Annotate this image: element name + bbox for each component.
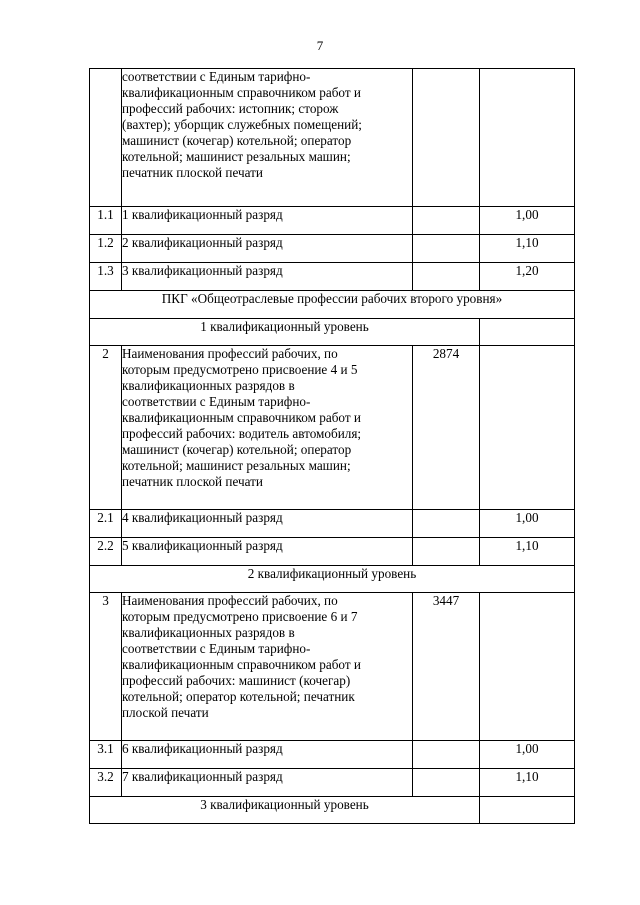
coefficient-cell [480, 319, 575, 346]
description-line: профессий рабочих: машинист (кочегар) [122, 673, 351, 688]
salary-cell [413, 207, 480, 235]
table-row [90, 566, 575, 593]
coefficient-cell: 1,00 [480, 207, 575, 235]
description-line: которым предусмотрено присвоение 6 и 7 [122, 609, 358, 624]
table-row [90, 291, 575, 319]
profession-description-cell [122, 69, 413, 207]
row-number-cell: 1.1 [90, 207, 122, 235]
salary-cell [413, 538, 480, 566]
description-line: квалификационным справочником работ и [122, 85, 361, 100]
description-line: печатник плоской печати [122, 165, 263, 180]
qualification-level-cell: 3 квалификационный уровень [90, 797, 480, 824]
description-line: машинист (кочегар) котельной; оператор [122, 442, 352, 457]
qualification-table [89, 68, 575, 824]
description-line: машинист (кочегар) котельной; оператор [122, 133, 352, 148]
description-line: соответствии с Единым тарифно- [122, 641, 311, 656]
table-row [90, 235, 575, 263]
table-row [90, 69, 575, 207]
description-line: квалификационным справочником работ и [122, 410, 361, 425]
row-number-cell: 2.2 [90, 538, 122, 566]
salary-cell [413, 69, 480, 207]
description-line: соответствии с Единым тарифно- [122, 69, 311, 84]
table-row [90, 346, 575, 510]
row-number-cell: 3 [90, 593, 122, 741]
coefficient-cell: 1,10 [480, 235, 575, 263]
grade-name-cell: 1 квалификационный разряд [122, 207, 413, 235]
description-line: квалификационных разрядов в [122, 625, 295, 640]
grade-name-cell: 3 квалификационный разряд [122, 263, 413, 291]
description-line: котельной; машинист резальных машин; [122, 149, 351, 164]
page-number: 7 [316, 38, 324, 53]
salary-cell: 3447 [413, 593, 480, 741]
pkg-title-cell: ПКГ «Общеотраслевые профессии рабочих второго уровня» [90, 291, 575, 319]
table-row [90, 207, 575, 235]
description-line: Наименования профессий рабочих, по [122, 593, 338, 608]
table-row [90, 263, 575, 291]
coefficient-cell: 1,00 [480, 741, 575, 769]
grade-name-cell: 7 квалификационный разряд [122, 769, 413, 797]
profession-description-cell [122, 593, 413, 741]
coefficient-cell [480, 346, 575, 510]
description-line: котельной; машинист резальных машин; [122, 458, 351, 473]
description-line: соответствии с Единым тарифно- [122, 394, 311, 409]
salary-cell [413, 263, 480, 291]
qualification-level-cell: 1 квалификационный уровень [90, 319, 480, 346]
description-line: профессий рабочих: водитель автомобиля; [122, 426, 362, 441]
row-number-cell: 2 [90, 346, 122, 510]
salary-cell [413, 510, 480, 538]
salary-cell [413, 741, 480, 769]
grade-name-cell: 6 квалификационный разряд [122, 741, 413, 769]
table-row [90, 319, 575, 346]
coefficient-cell [480, 593, 575, 741]
grade-name-cell: 4 квалификационный разряд [122, 510, 413, 538]
description-line: которым предусмотрено присвоение 4 и 5 [122, 362, 358, 377]
row-number-cell: 3.1 [90, 741, 122, 769]
coefficient-cell: 1,10 [480, 538, 575, 566]
coefficient-cell [480, 797, 575, 824]
row-number-cell: 2.1 [90, 510, 122, 538]
table-row [90, 538, 575, 566]
description-line: квалификационным справочником работ и [122, 657, 361, 672]
table-row [90, 797, 575, 824]
description-line: квалификационных разрядов в [122, 378, 295, 393]
row-number-cell: 1.3 [90, 263, 122, 291]
description-line: плоской печати [122, 705, 209, 720]
profession-description-cell [122, 346, 413, 510]
row-number-cell: 3.2 [90, 769, 122, 797]
salary-cell [413, 235, 480, 263]
grade-name-cell: 5 квалификационный разряд [122, 538, 413, 566]
table-row [90, 769, 575, 797]
coefficient-cell [480, 69, 575, 207]
description-line: (вахтер); уборщик служебных помещений; [122, 117, 362, 132]
table-row [90, 741, 575, 769]
grade-name-cell: 2 квалификационный разряд [122, 235, 413, 263]
description-line: котельной; оператор котельной; печатник [122, 689, 355, 704]
coefficient-cell: 1,00 [480, 510, 575, 538]
coefficient-cell: 1,10 [480, 769, 575, 797]
description-line: профессий рабочих: истопник; сторож [122, 101, 339, 116]
description-line: Наименования профессий рабочих, по [122, 346, 338, 361]
qualification-level-cell: 2 квалификационный уровень [90, 566, 575, 593]
salary-cell: 2874 [413, 346, 480, 510]
row-number-cell [90, 69, 122, 207]
table-row [90, 510, 575, 538]
table-row [90, 593, 575, 741]
coefficient-cell: 1,20 [480, 263, 575, 291]
row-number-cell: 1.2 [90, 235, 122, 263]
salary-cell [413, 769, 480, 797]
description-line: печатник плоской печати [122, 474, 263, 489]
